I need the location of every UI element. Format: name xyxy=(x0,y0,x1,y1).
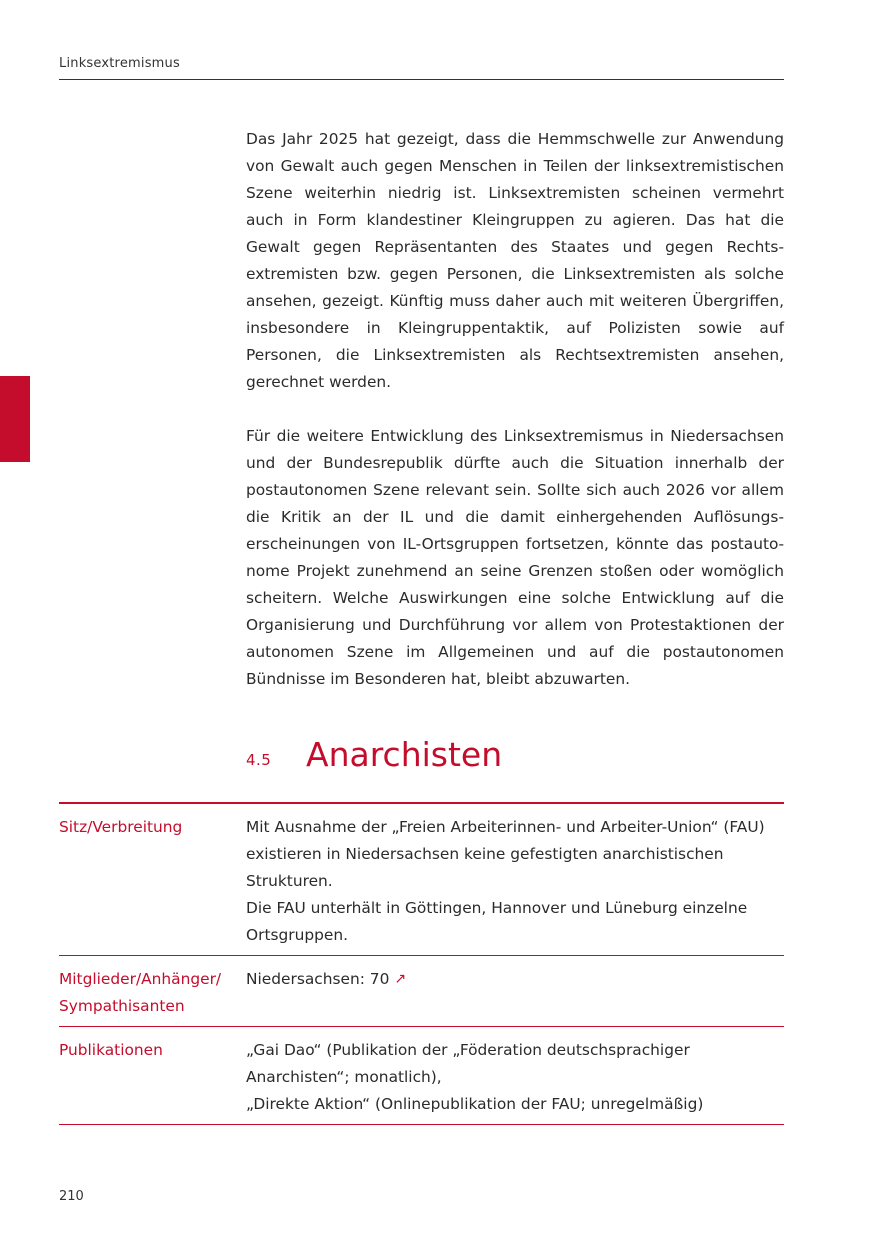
member-count: Niedersachsen: 70 xyxy=(246,970,390,988)
fact-row-publikationen xyxy=(59,1027,784,1125)
chapter-side-tab xyxy=(0,376,30,462)
publication-gai-dao: „Gai Dao“ (Publikation der „Föderation deutschsprachiger Anarchisten“; monatlich), xyxy=(246,1041,690,1086)
fact-row-mitglieder xyxy=(59,956,784,1027)
fact-label-sitz: Sitz/Verbreitung xyxy=(59,818,183,836)
section-number: 4.5 xyxy=(246,751,272,769)
section-heading xyxy=(246,733,784,781)
body-paragraph-2: Für die weitere Entwicklung des Linksextremismus in Niedersachsen und der Bundesrepublik dürfte auch die Situation innerhalb der postautonomen Szene relevant sein. Sollte sich auch 2026 vor allem die Kritik an der IL und die damit einhergehenden Auflösungserscheinungen von IL-Ortsgruppen fortsetzen, könnte das postautonome Projekt zunehmend an seine Grenzen stoßen oder womöglich scheitern. Welche Auswirkungen eine solche Entwicklung auf die Organisierung und Durchführung vor allem von Protestaktionen der autonomen Szene im Allgemeinen und auf die postautonomen Bündnisse im Besonderen hat, bleibt abzuwarten. xyxy=(246,427,784,688)
fact-label-mitglieder xyxy=(59,966,246,1020)
running-head: Linksextremismus xyxy=(59,56,180,71)
fact-row-sitz xyxy=(59,804,784,956)
fact-label-mitglieder-line-2: Sympathisanten xyxy=(59,997,185,1015)
fact-table xyxy=(59,802,784,1125)
body-paragraph-1: Das Jahr 2025 hat gezeigt, dass die Hemmschwelle zur Anwendung von Gewalt auch gegen Menschen in Teilen der linksextremistischen Szene weiterhin niedrig ist. Linksextremisten scheinen vermehrt auch in Form klandestiner Kleingruppen zu agieren. Das hat die Gewalt gegen Repräsentanten des Staates und gegen Rechtsextremisten bzw. gegen Personen, die Linksextremisten als solche ansehen, gezeigt. Künftig muss daher auch mit weiteren Übergriffen, insbesondere in Kleingruppentaktik, auf Polizisten sowie auf Personen, die Linksextremisten als Rechtsextremisten ansehen, gerechnet werden. xyxy=(246,130,784,391)
section-title: Anarchisten xyxy=(306,735,503,774)
page-number: 210 xyxy=(59,1189,84,1204)
header-rule xyxy=(59,79,784,80)
fact-value-mitglieder xyxy=(246,966,784,1020)
trend-up-arrow-icon: ↗ xyxy=(394,971,407,987)
fact-value-sitz-line-2: Die FAU unterhält in Göttingen, Hannover und Lüneburg einzelne Ortsgruppen. xyxy=(246,899,748,944)
publication-direkte-aktion: „Direkte Aktion“ (Onlinepublikation der FAU; unregelmäßig) xyxy=(246,1095,704,1113)
fact-value-sitz xyxy=(246,814,784,949)
fact-value-publikationen xyxy=(246,1037,784,1118)
fact-value-sitz-line-1: Mit Ausnahme der „Freien Arbeiterinnen- und Arbeiter-Union“ (FAU) existieren in Niedersachsen keine gefestigten anarchistischen Strukturen. xyxy=(246,818,765,890)
fact-label-mitglieder-line-1: Mitglieder/Anhänger/ xyxy=(59,970,222,988)
fact-label-publikationen: Publikationen xyxy=(59,1041,163,1059)
